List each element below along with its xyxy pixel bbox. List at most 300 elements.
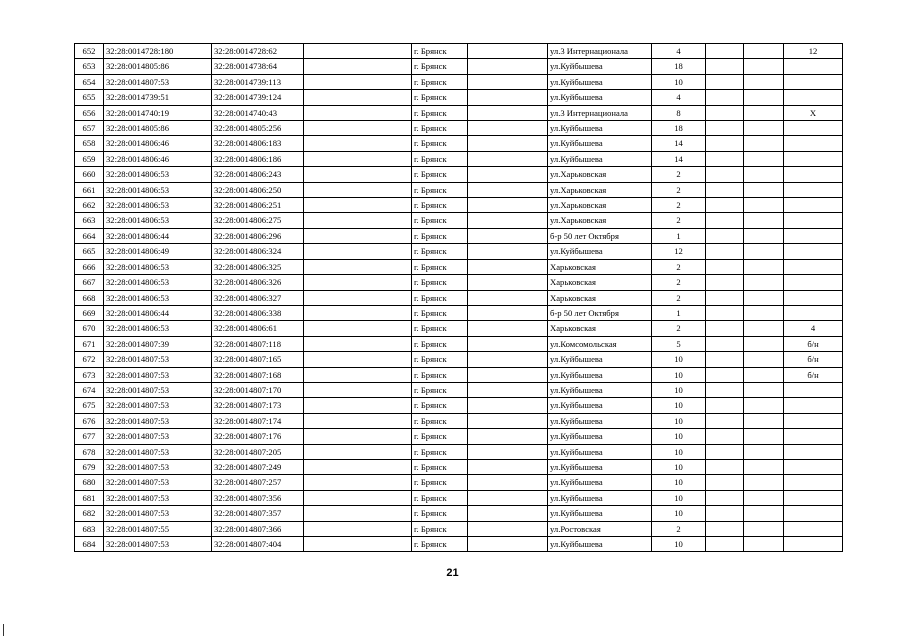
street-cell: ул.Куйбышева (548, 444, 652, 459)
empty-cell (468, 459, 548, 474)
row-number: 676 (75, 413, 104, 428)
table-row (75, 182, 843, 197)
house-number-cell: 10 (652, 429, 706, 444)
land-parcel-cadastral-number: 32:28:0014807:53 (104, 413, 212, 428)
apartment-cell (784, 259, 843, 274)
street-cell: ул.Куйбышева (548, 74, 652, 89)
object-cadastral-number: 32:28:0014806:186 (212, 151, 304, 166)
empty-cell (744, 167, 784, 182)
empty-cell (468, 537, 548, 552)
apartment-cell (784, 182, 843, 197)
street-cell: ул.Харьковская (548, 213, 652, 228)
empty-cell (706, 413, 744, 428)
empty-cell (744, 136, 784, 151)
apartment-cell: 12 (784, 44, 843, 59)
empty-cell (744, 321, 784, 336)
object-cadastral-number: 32:28:0014807:205 (212, 444, 304, 459)
apartment-cell: X (784, 105, 843, 120)
land-parcel-cadastral-number: 32:28:0014806:53 (104, 213, 212, 228)
object-cadastral-number: 32:28:0014807:176 (212, 429, 304, 444)
empty-cell (468, 382, 548, 397)
row-number: 680 (75, 475, 104, 490)
city-cell: г. Брянск (412, 275, 468, 290)
city-cell: г. Брянск (412, 398, 468, 413)
empty-cell (304, 244, 412, 259)
empty-cell (304, 521, 412, 536)
city-cell: г. Брянск (412, 429, 468, 444)
empty-cell (304, 537, 412, 552)
table-row (75, 259, 843, 274)
street-cell: ул.Ростовская (548, 521, 652, 536)
empty-cell (468, 182, 548, 197)
table-row (75, 459, 843, 474)
house-number-cell: 18 (652, 121, 706, 136)
empty-cell (468, 444, 548, 459)
object-cadastral-number: 32:28:0014806:250 (212, 182, 304, 197)
empty-cell (706, 275, 744, 290)
row-number: 655 (75, 90, 104, 105)
city-cell: г. Брянск (412, 521, 468, 536)
table-row (75, 198, 843, 213)
empty-cell (706, 121, 744, 136)
empty-cell (706, 105, 744, 120)
empty-cell (744, 198, 784, 213)
empty-cell (744, 459, 784, 474)
empty-cell (744, 367, 784, 382)
table-row (75, 167, 843, 182)
empty-cell (304, 182, 412, 197)
apartment-cell (784, 444, 843, 459)
table-row (75, 74, 843, 89)
empty-cell (744, 382, 784, 397)
house-number-cell: 4 (652, 44, 706, 59)
street-cell: ул.Куйбышева (548, 151, 652, 166)
object-cadastral-number: 32:28:0014806:61 (212, 321, 304, 336)
table-row (75, 367, 843, 382)
apartment-cell (784, 382, 843, 397)
apartment-cell (784, 59, 843, 74)
table-row (75, 506, 843, 521)
city-cell: г. Брянск (412, 121, 468, 136)
house-number-cell: 5 (652, 336, 706, 351)
table-row (75, 321, 843, 336)
land-parcel-cadastral-number: 32:28:0014740:19 (104, 105, 212, 120)
apartment-cell (784, 74, 843, 89)
object-cadastral-number: 32:28:0014806:251 (212, 198, 304, 213)
empty-cell (744, 244, 784, 259)
house-number-cell: 14 (652, 151, 706, 166)
street-cell: ул.Куйбышева (548, 413, 652, 428)
object-cadastral-number: 32:28:0014806:243 (212, 167, 304, 182)
street-cell: ул.Куйбышева (548, 59, 652, 74)
house-number-cell: 2 (652, 259, 706, 274)
empty-cell (706, 352, 744, 367)
house-number-cell: 10 (652, 537, 706, 552)
empty-cell (706, 151, 744, 166)
empty-cell (468, 305, 548, 320)
land-parcel-cadastral-number: 32:28:0014806:53 (104, 198, 212, 213)
empty-cell (304, 259, 412, 274)
street-cell: ул.Куйбышева (548, 382, 652, 397)
street-cell: ул.Куйбышева (548, 367, 652, 382)
city-cell: г. Брянск (412, 537, 468, 552)
table-row (75, 352, 843, 367)
table-row (75, 521, 843, 536)
empty-cell (468, 74, 548, 89)
empty-cell (706, 290, 744, 305)
empty-cell (468, 151, 548, 166)
row-number: 670 (75, 321, 104, 336)
row-number: 673 (75, 367, 104, 382)
house-number-cell: 10 (652, 74, 706, 89)
city-cell: г. Брянск (412, 244, 468, 259)
empty-cell (468, 228, 548, 243)
city-cell: г. Брянск (412, 290, 468, 305)
land-parcel-cadastral-number: 32:28:0014807:53 (104, 537, 212, 552)
street-cell: ул.3 Интернационала (548, 44, 652, 59)
empty-cell (468, 506, 548, 521)
house-number-cell: 18 (652, 59, 706, 74)
empty-cell (304, 444, 412, 459)
empty-cell (468, 167, 548, 182)
city-cell: г. Брянск (412, 74, 468, 89)
row-number: 664 (75, 228, 104, 243)
land-parcel-cadastral-number: 32:28:0014806:46 (104, 151, 212, 166)
empty-cell (304, 290, 412, 305)
apartment-cell (784, 275, 843, 290)
empty-cell (744, 290, 784, 305)
empty-cell (304, 336, 412, 351)
empty-cell (304, 475, 412, 490)
apartment-cell (784, 121, 843, 136)
empty-cell (706, 198, 744, 213)
row-number: 663 (75, 213, 104, 228)
empty-cell (706, 367, 744, 382)
table-row (75, 228, 843, 243)
street-cell: Харьковская (548, 321, 652, 336)
land-parcel-cadastral-number: 32:28:0014806:46 (104, 136, 212, 151)
street-cell: б-р 50 лет Октября (548, 228, 652, 243)
page-number: 21 (446, 567, 459, 579)
street-cell: ул.Харьковская (548, 182, 652, 197)
empty-cell (468, 336, 548, 351)
street-cell: ул.Куйбышева (548, 90, 652, 105)
object-cadastral-number: 32:28:0014807:170 (212, 382, 304, 397)
house-number-cell: 2 (652, 213, 706, 228)
empty-cell (304, 74, 412, 89)
land-parcel-cadastral-number: 32:28:0014807:53 (104, 506, 212, 521)
row-number: 667 (75, 275, 104, 290)
empty-cell (706, 213, 744, 228)
row-number: 654 (75, 74, 104, 89)
apartment-cell: б/н (784, 367, 843, 382)
apartment-cell (784, 213, 843, 228)
apartment-cell (784, 490, 843, 505)
table-row (75, 59, 843, 74)
house-number-cell: 10 (652, 459, 706, 474)
object-cadastral-number: 32:28:0014807:356 (212, 490, 304, 505)
apartment-cell (784, 90, 843, 105)
empty-cell (304, 198, 412, 213)
apartment-cell: б/н (784, 336, 843, 351)
city-cell: г. Брянск (412, 506, 468, 521)
empty-cell (744, 44, 784, 59)
empty-cell (706, 182, 744, 197)
street-cell: ул.Куйбышева (548, 537, 652, 552)
object-cadastral-number: 32:28:0014739:113 (212, 74, 304, 89)
object-cadastral-number: 32:28:0014740:43 (212, 105, 304, 120)
empty-cell (706, 459, 744, 474)
empty-cell (468, 90, 548, 105)
land-parcel-cadastral-number: 32:28:0014807:39 (104, 336, 212, 351)
object-cadastral-number: 32:28:0014806:183 (212, 136, 304, 151)
row-number: 656 (75, 105, 104, 120)
land-parcel-cadastral-number: 32:28:0014806:53 (104, 290, 212, 305)
land-parcel-cadastral-number: 32:28:0014807:53 (104, 398, 212, 413)
empty-cell (304, 352, 412, 367)
empty-cell (706, 444, 744, 459)
row-number: 662 (75, 198, 104, 213)
empty-cell (304, 367, 412, 382)
street-cell: ул.Куйбышева (548, 459, 652, 474)
row-number: 681 (75, 490, 104, 505)
land-parcel-cadastral-number: 32:28:0014807:53 (104, 367, 212, 382)
city-cell: г. Брянск (412, 382, 468, 397)
empty-cell (304, 398, 412, 413)
object-cadastral-number: 32:28:0014807:257 (212, 475, 304, 490)
register-table (74, 43, 843, 552)
city-cell: г. Брянск (412, 167, 468, 182)
street-cell: ул.Куйбышева (548, 136, 652, 151)
empty-cell (304, 506, 412, 521)
land-parcel-cadastral-number: 32:28:0014806:53 (104, 167, 212, 182)
apartment-cell (784, 151, 843, 166)
street-cell: ул.Харьковская (548, 167, 652, 182)
city-cell: г. Брянск (412, 182, 468, 197)
empty-cell (706, 228, 744, 243)
apartment-cell (784, 305, 843, 320)
apartment-cell (784, 413, 843, 428)
empty-cell (304, 44, 412, 59)
apartment-cell (784, 290, 843, 305)
object-cadastral-number: 32:28:0014807:174 (212, 413, 304, 428)
empty-cell (304, 213, 412, 228)
row-number: 666 (75, 259, 104, 274)
empty-cell (744, 429, 784, 444)
land-parcel-cadastral-number: 32:28:0014806:44 (104, 228, 212, 243)
empty-cell (706, 537, 744, 552)
object-cadastral-number: 32:28:0014806:326 (212, 275, 304, 290)
table-row (75, 475, 843, 490)
city-cell: г. Брянск (412, 259, 468, 274)
object-cadastral-number: 32:28:0014806:296 (212, 228, 304, 243)
city-cell: г. Брянск (412, 151, 468, 166)
land-parcel-cadastral-number: 32:28:0014807:53 (104, 74, 212, 89)
empty-cell (744, 490, 784, 505)
house-number-cell: 10 (652, 382, 706, 397)
apartment-cell (784, 475, 843, 490)
empty-cell (304, 105, 412, 120)
land-parcel-cadastral-number: 32:28:0014807:53 (104, 459, 212, 474)
empty-cell (468, 290, 548, 305)
empty-cell (468, 521, 548, 536)
table-row (75, 275, 843, 290)
empty-cell (744, 213, 784, 228)
row-number: 665 (75, 244, 104, 259)
table-row (75, 398, 843, 413)
object-cadastral-number: 32:28:0014807:366 (212, 521, 304, 536)
city-cell: г. Брянск (412, 90, 468, 105)
house-number-cell: 10 (652, 398, 706, 413)
street-cell: ул.Куйбышева (548, 475, 652, 490)
empty-cell (304, 459, 412, 474)
object-cadastral-number: 32:28:0014806:324 (212, 244, 304, 259)
land-parcel-cadastral-number: 32:28:0014805:86 (104, 59, 212, 74)
empty-cell (706, 44, 744, 59)
house-number-cell: 2 (652, 182, 706, 197)
empty-cell (468, 59, 548, 74)
empty-cell (304, 275, 412, 290)
apartment-cell: б/н (784, 352, 843, 367)
object-cadastral-number: 32:28:0014806:325 (212, 259, 304, 274)
row-number: 678 (75, 444, 104, 459)
street-cell: ул.Куйбышева (548, 429, 652, 444)
table-row (75, 382, 843, 397)
object-cadastral-number: 32:28:0014738:64 (212, 59, 304, 74)
empty-cell (744, 444, 784, 459)
empty-cell (744, 475, 784, 490)
row-number: 653 (75, 59, 104, 74)
land-parcel-cadastral-number: 32:28:0014807:55 (104, 521, 212, 536)
object-cadastral-number: 32:28:0014806:327 (212, 290, 304, 305)
table-row (75, 413, 843, 428)
house-number-cell: 2 (652, 198, 706, 213)
empty-cell (744, 74, 784, 89)
city-cell: г. Брянск (412, 352, 468, 367)
empty-cell (304, 382, 412, 397)
empty-cell (706, 382, 744, 397)
street-cell: Харьковская (548, 259, 652, 274)
object-cadastral-number: 32:28:0014807:173 (212, 398, 304, 413)
land-parcel-cadastral-number: 32:28:0014807:53 (104, 490, 212, 505)
empty-cell (744, 121, 784, 136)
land-parcel-cadastral-number: 32:28:0014807:53 (104, 352, 212, 367)
empty-cell (744, 182, 784, 197)
table-row (75, 90, 843, 105)
city-cell: г. Брянск (412, 198, 468, 213)
table-row (75, 44, 843, 59)
empty-cell (744, 305, 784, 320)
empty-cell (706, 321, 744, 336)
row-number: 683 (75, 521, 104, 536)
empty-cell (744, 352, 784, 367)
table-row (75, 151, 843, 166)
street-cell: Харьковская (548, 275, 652, 290)
city-cell: г. Брянск (412, 213, 468, 228)
table-row (75, 444, 843, 459)
street-cell: ул.Куйбышева (548, 506, 652, 521)
object-cadastral-number: 32:28:0014806:338 (212, 305, 304, 320)
city-cell: г. Брянск (412, 413, 468, 428)
empty-cell (706, 429, 744, 444)
table-row (75, 537, 843, 552)
apartment-cell (784, 429, 843, 444)
land-parcel-cadastral-number: 32:28:0014807:53 (104, 429, 212, 444)
city-cell: г. Брянск (412, 336, 468, 351)
house-number-cell: 10 (652, 352, 706, 367)
land-parcel-cadastral-number: 32:28:0014806:53 (104, 321, 212, 336)
empty-cell (468, 475, 548, 490)
land-parcel-cadastral-number: 32:28:0014739:51 (104, 90, 212, 105)
house-number-cell: 8 (652, 105, 706, 120)
empty-cell (304, 167, 412, 182)
row-number: 669 (75, 305, 104, 320)
table-row (75, 290, 843, 305)
empty-cell (744, 105, 784, 120)
empty-cell (304, 429, 412, 444)
house-number-cell: 10 (652, 413, 706, 428)
empty-cell (304, 321, 412, 336)
empty-cell (706, 259, 744, 274)
row-number: 652 (75, 44, 104, 59)
row-number: 657 (75, 121, 104, 136)
empty-cell (744, 537, 784, 552)
street-cell: ул.Куйбышева (548, 490, 652, 505)
house-number-cell: 2 (652, 321, 706, 336)
row-number: 684 (75, 537, 104, 552)
city-cell: г. Брянск (412, 105, 468, 120)
empty-cell (468, 367, 548, 382)
object-cadastral-number: 32:28:0014807:404 (212, 537, 304, 552)
apartment-cell (784, 506, 843, 521)
street-cell: ул.Куйбышева (548, 398, 652, 413)
empty-cell (744, 413, 784, 428)
empty-cell (744, 259, 784, 274)
object-cadastral-number: 32:28:0014739:124 (212, 90, 304, 105)
margin-mark (3, 624, 4, 636)
empty-cell (468, 44, 548, 59)
empty-cell (706, 74, 744, 89)
empty-cell (706, 305, 744, 320)
empty-cell (706, 90, 744, 105)
house-number-cell: 10 (652, 444, 706, 459)
house-number-cell: 4 (652, 90, 706, 105)
city-cell: г. Брянск (412, 321, 468, 336)
house-number-cell: 1 (652, 228, 706, 243)
empty-cell (468, 321, 548, 336)
empty-cell (706, 59, 744, 74)
apartment-cell (784, 228, 843, 243)
table-row (75, 490, 843, 505)
land-parcel-cadastral-number: 32:28:0014806:49 (104, 244, 212, 259)
land-parcel-cadastral-number: 32:28:0014807:53 (104, 475, 212, 490)
house-number-cell: 2 (652, 290, 706, 305)
row-number: 660 (75, 167, 104, 182)
table-row (75, 121, 843, 136)
row-number: 668 (75, 290, 104, 305)
object-cadastral-number: 32:28:0014806:275 (212, 213, 304, 228)
object-cadastral-number: 32:28:0014805:256 (212, 121, 304, 136)
apartment-cell (784, 521, 843, 536)
street-cell: ул.3 Интернационала (548, 105, 652, 120)
apartment-cell (784, 136, 843, 151)
city-cell: г. Брянск (412, 367, 468, 382)
empty-cell (706, 167, 744, 182)
city-cell: г. Брянск (412, 305, 468, 320)
empty-cell (304, 305, 412, 320)
house-number-cell: 12 (652, 244, 706, 259)
empty-cell (304, 413, 412, 428)
